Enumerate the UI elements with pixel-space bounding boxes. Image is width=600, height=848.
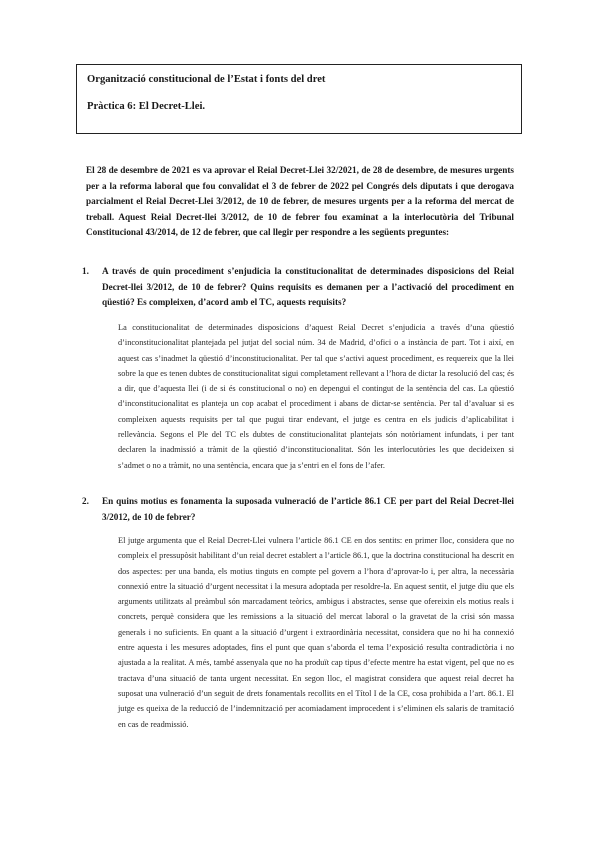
- question-2-text: En quins motius es fonamenta la suposada vulneració de l’article 86.1 CE per part del Reial Decret-llei 3/2012, de 10 de febrer?: [102, 496, 514, 522]
- question-1-text: A través de quin procediment s’enjudicia la constitucionalitat de determinades disposicions del Reial Decret-llei 3/2012, de 10 de febrer? Quins requisits es demanen per a l’activació del procediment en qüestió? Es compleixen, d’acord amb el TC, aquests requisits?: [102, 266, 514, 308]
- question-2: [82, 494, 514, 525]
- header-box: [76, 64, 522, 134]
- question-2-number: 2.: [82, 496, 89, 506]
- course-title: Organització constitucional de l’Estat i fonts del dret: [87, 74, 326, 85]
- answer-1: La constitucionalitat de determinades disposicions d’aquest Reial Decret s’enjudicia a través d’una qüestió d’inconstitucionalitat plantejada pel jutjat del social núm. 34 de Madrid, d’ofici o a instància de part. Tot i així, en aquest cas s’inadmet la qüestió d’inconstitucionalitat. Per tal que s’activi aquest procediment, es requereix que la llei sobre la que es tenen dubtes de constitucionalitat sigui completament rellevant a l’hora de dictar la resolució del cas; és a dir, que d’aquesta llei (i de si és constitucional o no) en depengui el contingut de la sentència del cas. La qüestió d’inconstitucionalitat es planteja un cop acabat el procediment i abans de dictar-se sentència. Per tal d’avaluar si es compleixen aquests requisits per tal que pugui tirar endevant, el jutge es centra en els judicis d’aplicabilitat i rellevància. Segons el Ple del TC els dubtes de constitucionalitat plantejats són notòriament infundats, i per tant declaren la inadmissió a tràmit de la qüestió d’inconstitucionalitat. Són les interlocutòries les que decideixen si s’admet o no a tràmit, no una sentència, encara que ja s’entri en el fons de l’afer.: [118, 323, 514, 470]
- answer-2: El jutge argumenta que el Reial Decret-Llei vulnera l’article 86.1 CE en dos sentits: en primer lloc, considera que no compleix el pressupòsit habilitant d’un reial decret establert a l’article 86.1, que la doctrina constitucional ha descrit en dos aspectes: per una banda, els motius tinguts en compte pel govern a l’hora d’aprovar-lo i, per altra, la necessària connexió entre la situació d’urgent necessitat i la mesura adoptada per resoldre-la. En aquest sentit, el jutge diu que els arguments utilitzats al preàmbul són marcadament teòrics, ambigus i abstractes, sense que ofereixin els motius reals i concrets, perquè considera que les remissions a la situació del mercat laboral o la gravetat de la crisi són massa generals i no suficients. En quant a la situació d’urgent i extraordinària necessitat, considera que no hi ha connexió entre aquesta i les mesures adoptades, fins el punt que quan s’aborda el tema l’exposició resulta contradictòria i no ajustada a la realitat. A més, també assenyala que no ha produït cap tipus d’efecte mentre ha estat vigent, pel que no es tractava d’una situació de tanta urgent necessitat. En segon lloc, el magistrat considera que aquest reial decret ha suposat una vulneració d’un seguit de drets fonamentals recollits en el Títol I de la CE, cosa prohibida a l’art. 86.1. El jutge es queixa de la reducció de l’indemnització per acomiadament improcedent i s’eliminen els salaris de tramitació en cas de readmissió.: [118, 536, 514, 729]
- practice-title: Pràctica 6: El Decret-Llei.: [87, 101, 206, 112]
- question-1: [82, 264, 514, 311]
- question-1-number: 1.: [82, 266, 89, 276]
- intro-paragraph: El 28 de desembre de 2021 es va aprovar el Reial Decret-Llei 32/2021, de 28 de desembre, de mesures urgents per a la reforma laboral que fou convalidat el 3 de febrer de 2022 pel Congrés dels diputats i que derogava parcialment el Reial Decret-Llei 3/2012, de 10 de febrer, de mesures urgents per a la reforma del mercat de treball. Aquest Reial Decret-llei 3/2012, de 10 de febrer fou examinat a la interlocutòria del Tribunal Constitucional 43/2014, de 12 de febrer, que cal llegir per respondre a les següents preguntes:: [86, 165, 514, 238]
